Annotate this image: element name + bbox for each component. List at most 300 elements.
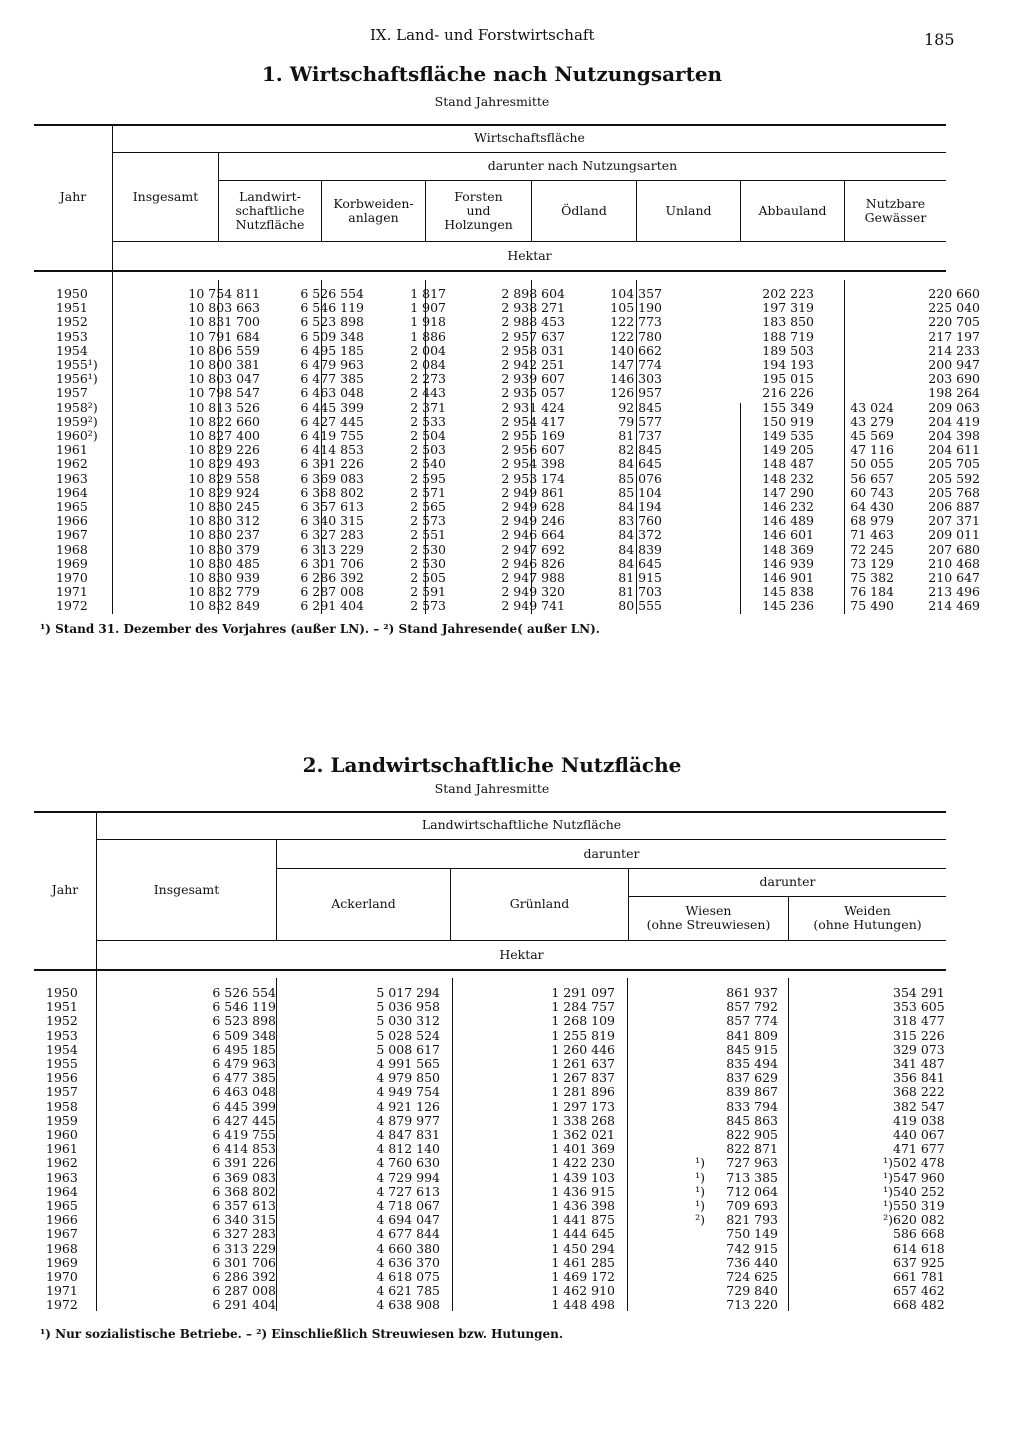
korb-cell: 2 443 xyxy=(410,385,446,401)
wiesen-cell: 727 963 xyxy=(726,1155,778,1171)
weiden-note-cell xyxy=(778,1142,893,1156)
acker-cell: 4 921 126 xyxy=(376,1098,440,1114)
unland-cell: 149 535 xyxy=(762,428,814,444)
odland-cell: 80 555 xyxy=(618,598,662,614)
grun-cell: 1 260 446 xyxy=(551,1041,615,1057)
wiesen-note-cell xyxy=(615,1142,705,1156)
gewasser-cell: 217 197 xyxy=(928,328,980,344)
total-cell: 10 798 547 xyxy=(188,385,260,401)
forsten-cell: 2 942 251 xyxy=(501,357,565,373)
wiesen-note-cell xyxy=(615,1085,705,1099)
ln-cell: 6 287 008 xyxy=(300,584,364,600)
total-cell: 10 829 924 xyxy=(188,484,260,500)
ln-cell: 6 340 315 xyxy=(300,513,364,529)
ln-cell: 6 445 399 xyxy=(300,399,364,415)
year-cell: 1958²) xyxy=(56,399,98,415)
weiden-cell: 540 252 xyxy=(893,1183,945,1199)
total-cell: 6 357 613 xyxy=(212,1198,276,1214)
abbau-cell: 60 743 xyxy=(850,484,894,500)
forsten-cell: 2 954 417 xyxy=(501,413,565,429)
unland-cell: 149 205 xyxy=(762,442,814,458)
total-cell: 6 291 404 xyxy=(212,1297,276,1313)
table-row xyxy=(46,1071,945,1085)
weiden-note-cell xyxy=(778,1029,893,1043)
wiesen-cell: 861 937 xyxy=(726,985,778,1000)
total-cell: 10 803 047 xyxy=(188,371,260,387)
gewasser-cell: 206 887 xyxy=(928,499,980,515)
t1-head-korb: Korbweiden- anlagen xyxy=(333,195,414,225)
korb-cell: 2 533 xyxy=(410,413,446,429)
weiden-note-cell xyxy=(778,1242,893,1256)
year-cell: 1962 xyxy=(46,1155,78,1171)
unland-cell: 189 503 xyxy=(762,342,814,358)
forsten-cell: 2 931 424 xyxy=(501,399,565,415)
year-cell: 1963 xyxy=(56,470,88,486)
total-cell: 6 369 083 xyxy=(212,1169,276,1185)
gewasser-cell: 205 592 xyxy=(928,470,980,486)
forsten-cell: 2 988 453 xyxy=(501,314,565,330)
table2-body xyxy=(46,986,945,1313)
forsten-cell: 2 955 169 xyxy=(501,428,565,444)
total-cell: 6 463 048 xyxy=(212,1084,276,1100)
year-cell: 1950 xyxy=(56,286,88,301)
ln-cell: 6 526 554 xyxy=(300,286,364,301)
weiden-cell: 502 478 xyxy=(893,1155,945,1171)
total-cell: 10 813 526 xyxy=(188,399,260,415)
korb-cell: 2 565 xyxy=(410,499,446,515)
forsten-cell: 2 935 057 xyxy=(501,385,565,401)
wiesen-cell: 822 871 xyxy=(726,1141,778,1157)
grun-cell: 1 284 757 xyxy=(551,999,615,1015)
unland-cell: 195 015 xyxy=(762,371,814,387)
total-cell: 6 340 315 xyxy=(212,1212,276,1228)
weiden-cell: 354 291 xyxy=(893,985,945,1000)
odland-cell: 92 845 xyxy=(618,399,662,415)
forsten-cell: 2 956 607 xyxy=(501,442,565,458)
total-cell: 6 477 385 xyxy=(212,1070,276,1086)
total-cell: 6 368 802 xyxy=(212,1183,276,1199)
table1-subtitle: Stand Jahresmitte xyxy=(434,94,550,109)
total-cell: 10 800 381 xyxy=(188,357,260,373)
year-cell: 1969 xyxy=(46,1254,78,1270)
total-cell: 6 391 226 xyxy=(212,1155,276,1171)
t2-head-darunter2: darunter xyxy=(759,874,816,889)
ln-cell: 6 523 898 xyxy=(300,314,364,330)
year-cell: 1964 xyxy=(56,484,88,500)
total-cell: 6 287 008 xyxy=(212,1283,276,1299)
abbau-cell: 64 430 xyxy=(850,499,894,515)
t1-head-unit: Hektar xyxy=(507,247,552,263)
total-cell: 6 546 119 xyxy=(212,999,276,1015)
unland-cell: 216 226 xyxy=(762,385,814,401)
wiesen-cell: 709 693 xyxy=(726,1198,778,1214)
weiden-cell: 471 677 xyxy=(893,1141,945,1157)
forsten-cell: 2 898 604 xyxy=(501,286,565,301)
gewasser-cell: 209 011 xyxy=(928,527,980,543)
t1-head-unland: Unland xyxy=(665,202,712,218)
gewasser-cell: 225 040 xyxy=(928,300,980,316)
unland-cell: 146 901 xyxy=(762,570,814,586)
table2-footnote: ¹) Nur sozialistische Betriebe. – ²) Einschließlich Streuwiesen bzw. Hutungen. xyxy=(40,1327,564,1341)
weiden-cell: 620 082 xyxy=(893,1212,945,1228)
total-cell: 10 829 558 xyxy=(188,470,260,486)
ln-cell: 6 369 083 xyxy=(300,470,364,486)
table-row xyxy=(46,1185,945,1199)
grun-cell: 1 436 915 xyxy=(551,1183,615,1199)
weiden-note-cell xyxy=(778,1000,893,1014)
table-row xyxy=(46,1199,945,1213)
grun-cell: 1 338 268 xyxy=(551,1112,615,1128)
weiden-note-cell xyxy=(778,1227,893,1241)
acker-cell: 4 694 047 xyxy=(376,1212,440,1228)
wiesen-note-cell xyxy=(615,1227,705,1241)
unland-cell: 194 193 xyxy=(762,357,814,373)
korb-cell: 1 907 xyxy=(410,300,446,316)
t1-head-abbau: Abbauland xyxy=(758,202,827,218)
year-cell: 1958 xyxy=(46,1098,78,1114)
abbau-cell: 56 657 xyxy=(850,470,894,486)
table-row xyxy=(46,1270,945,1284)
korb-cell: 2 595 xyxy=(410,470,446,486)
wiesen-cell: 713 385 xyxy=(726,1169,778,1185)
forsten-cell: 2 938 271 xyxy=(501,300,565,316)
t1-head-ln: Landwirt- schaftliche Nutzfläche xyxy=(235,188,305,232)
korb-cell: 2 084 xyxy=(410,357,446,373)
weiden-cell: 661 781 xyxy=(893,1269,945,1285)
wiesen-cell: 845 915 xyxy=(726,1041,778,1057)
unland-cell: 197 319 xyxy=(762,300,814,316)
year-cell: 1966 xyxy=(46,1212,78,1228)
abbau-cell xyxy=(814,344,894,358)
korb-cell: 1 886 xyxy=(410,328,446,344)
year-cell: 1971 xyxy=(56,584,88,600)
wiesen-note-cell xyxy=(615,1029,705,1043)
acker-cell: 4 677 844 xyxy=(376,1226,440,1242)
year-cell: 1972 xyxy=(46,1297,78,1313)
table-row xyxy=(46,1128,945,1142)
odland-cell: 146 303 xyxy=(610,371,662,387)
acker-cell: 4 660 380 xyxy=(376,1240,440,1256)
table-row xyxy=(46,1171,945,1185)
odland-cell: 85 104 xyxy=(618,484,662,500)
gewasser-cell: 210 647 xyxy=(928,570,980,586)
wiesen-note-cell xyxy=(615,1043,705,1057)
grun-cell: 1 362 021 xyxy=(551,1127,615,1143)
table1-footnote: ¹) Stand 31. Dezember des Vorjahres (außer LN). – ²) Stand Jahresende( außer LN). xyxy=(40,622,600,636)
weiden-cell: 368 222 xyxy=(893,1084,945,1100)
wiesen-note-cell xyxy=(615,1284,705,1298)
table-row xyxy=(56,344,980,358)
forsten-cell: 2 946 826 xyxy=(501,555,565,571)
acker-cell: 4 729 994 xyxy=(376,1169,440,1185)
grun-cell: 1 441 875 xyxy=(551,1212,615,1228)
acker-cell: 5 008 617 xyxy=(376,1041,440,1057)
abbau-cell xyxy=(814,372,894,386)
grun-cell: 1 255 819 xyxy=(551,1027,615,1043)
ln-cell: 6 463 048 xyxy=(300,385,364,401)
acker-cell: 5 028 524 xyxy=(376,1027,440,1043)
abbau-cell xyxy=(814,315,894,329)
table-row xyxy=(46,1100,945,1114)
forsten-cell: 2 947 692 xyxy=(501,541,565,557)
forsten-cell: 2 949 741 xyxy=(501,598,565,614)
ln-cell: 6 427 445 xyxy=(300,413,364,429)
abbau-cell xyxy=(814,301,894,315)
ln-cell: 6 419 755 xyxy=(300,428,364,444)
table-row xyxy=(46,1085,945,1099)
korb-cell: 2 505 xyxy=(410,570,446,586)
table-row xyxy=(56,287,980,301)
odland-cell: 84 645 xyxy=(618,456,662,472)
weiden-note-cell xyxy=(778,1043,893,1057)
t1-head-total: Insgesamt xyxy=(132,188,199,204)
wiesen-cell: 821 793 xyxy=(726,1212,778,1228)
wiesen-note-cell xyxy=(615,1014,705,1028)
odland-cell: 126 957 xyxy=(610,385,662,401)
year-cell: 1969 xyxy=(56,555,88,571)
ln-cell: 6 479 963 xyxy=(300,357,364,373)
korb-cell: 2 504 xyxy=(410,428,446,444)
total-cell: 6 414 853 xyxy=(212,1141,276,1157)
year-cell: 1965 xyxy=(56,499,88,515)
weiden-note-cell: ¹) xyxy=(883,1169,893,1185)
korb-cell: 2 573 xyxy=(410,513,446,529)
grun-cell: 1 291 097 xyxy=(551,985,615,1000)
total-cell: 10 830 485 xyxy=(188,555,260,571)
total-cell: 10 827 400 xyxy=(188,428,260,444)
abbau-cell xyxy=(814,330,894,344)
table-row xyxy=(56,514,980,528)
weiden-note-cell xyxy=(778,1128,893,1142)
ln-cell: 6 546 119 xyxy=(300,300,364,316)
wiesen-cell: 845 863 xyxy=(726,1112,778,1128)
table2-title: 2. Landwirtschaftliche Nutzfläche xyxy=(302,753,682,777)
ln-cell: 6 495 185 xyxy=(300,342,364,358)
t2-head-wiesen: Wiesen (ohne Streuwiesen) xyxy=(646,903,771,932)
korb-cell: 2 530 xyxy=(410,541,446,557)
gewasser-cell: 207 680 xyxy=(928,541,980,557)
gewasser-cell: 198 264 xyxy=(928,385,980,401)
korb-cell: 2 503 xyxy=(410,442,446,458)
total-cell: 6 419 755 xyxy=(212,1127,276,1143)
weiden-cell: 419 038 xyxy=(893,1112,945,1128)
t1-head-darunter: darunter nach Nutzungsarten xyxy=(487,158,678,173)
total-cell: 10 832 849 xyxy=(188,598,260,614)
unland-cell: 146 232 xyxy=(762,499,814,515)
total-cell: 6 427 445 xyxy=(212,1112,276,1128)
acker-cell: 4 618 075 xyxy=(376,1269,440,1285)
wiesen-note-cell xyxy=(615,1242,705,1256)
wiesen-note-cell xyxy=(615,1298,705,1312)
table-row xyxy=(56,585,980,599)
weiden-note-cell xyxy=(778,1256,893,1270)
year-cell: 1951 xyxy=(56,300,88,316)
t2-head-top: Landwirtschaftliche Nutzfläche xyxy=(421,817,622,832)
acker-cell: 4 621 785 xyxy=(376,1283,440,1299)
year-cell: 1968 xyxy=(56,541,88,557)
abbau-cell: 73 129 xyxy=(850,555,894,571)
unland-cell: 183 850 xyxy=(762,314,814,330)
total-cell: 10 791 684 xyxy=(188,328,260,344)
gewasser-cell: 204 419 xyxy=(928,413,980,429)
weiden-cell: 356 841 xyxy=(893,1070,945,1086)
weiden-note-cell xyxy=(778,1071,893,1085)
total-cell: 10 822 660 xyxy=(188,413,260,429)
unland-cell: 148 369 xyxy=(762,541,814,557)
wiesen-cell: 712 064 xyxy=(726,1183,778,1199)
gewasser-cell: 220 660 xyxy=(928,286,980,301)
table-row xyxy=(56,401,980,415)
grun-cell: 1 297 173 xyxy=(551,1098,615,1114)
wiesen-note-cell xyxy=(615,1100,705,1114)
total-cell: 10 803 663 xyxy=(188,300,260,316)
table-row xyxy=(46,1014,945,1028)
abbau-cell: 43 279 xyxy=(850,413,894,429)
acker-cell: 4 727 613 xyxy=(376,1183,440,1199)
abbau-cell: 72 245 xyxy=(850,541,894,557)
korb-cell: 2 371 xyxy=(410,399,446,415)
total-cell: 10 830 379 xyxy=(188,541,260,557)
unland-cell: 148 487 xyxy=(762,456,814,472)
table-row xyxy=(56,457,980,471)
total-cell: 10 806 559 xyxy=(188,342,260,358)
year-cell: 1962 xyxy=(56,456,88,472)
weiden-cell: 315 226 xyxy=(893,1027,945,1043)
total-cell: 10 830 237 xyxy=(188,527,260,543)
year-cell: 1960²) xyxy=(56,428,98,444)
abbau-cell xyxy=(814,386,894,400)
year-cell: 1967 xyxy=(56,527,88,543)
table1-body xyxy=(56,287,980,614)
table-row xyxy=(56,315,980,329)
ln-cell: 6 286 392 xyxy=(300,570,364,586)
korb-cell: 2 573 xyxy=(410,598,446,614)
forsten-cell: 2 957 637 xyxy=(501,328,565,344)
total-cell: 6 495 185 xyxy=(212,1041,276,1057)
grun-cell: 1 450 294 xyxy=(551,1240,615,1256)
weiden-cell: 637 925 xyxy=(893,1254,945,1270)
total-cell: 6 526 554 xyxy=(212,985,276,1000)
korb-cell: 2 540 xyxy=(410,456,446,472)
abbau-cell: 50 055 xyxy=(850,456,894,472)
year-cell: 1956¹) xyxy=(56,371,98,387)
unland-cell: 155 349 xyxy=(762,399,814,415)
unland-cell: 150 919 xyxy=(762,413,814,429)
grun-cell: 1 439 103 xyxy=(551,1169,615,1185)
gewasser-cell: 207 371 xyxy=(928,513,980,529)
table2-subtitle: Stand Jahresmitte xyxy=(434,781,550,796)
grun-cell: 1 422 230 xyxy=(551,1155,615,1171)
abbau-cell: 45 569 xyxy=(850,428,894,444)
unland-cell: 145 236 xyxy=(762,598,814,614)
acker-cell: 4 636 370 xyxy=(376,1254,440,1270)
unland-cell: 145 838 xyxy=(762,584,814,600)
year-cell: 1952 xyxy=(56,314,88,330)
grun-cell: 1 267 837 xyxy=(551,1070,615,1086)
ln-cell: 6 391 226 xyxy=(300,456,364,472)
total-cell: 10 829 226 xyxy=(188,442,260,458)
wiesen-note-cell: ¹) xyxy=(695,1169,705,1185)
t2-head-acker: Ackerland xyxy=(331,896,396,911)
weiden-note-cell: ¹) xyxy=(883,1155,893,1171)
acker-cell: 4 991 565 xyxy=(376,1056,440,1072)
acker-cell: 4 879 977 xyxy=(376,1112,440,1128)
wiesen-note-cell xyxy=(615,1256,705,1270)
odland-cell: 81 915 xyxy=(618,570,662,586)
total-cell: 6 445 399 xyxy=(212,1098,276,1114)
table-row xyxy=(56,571,980,585)
weiden-note-cell xyxy=(778,1014,893,1028)
odland-cell: 81 703 xyxy=(618,584,662,600)
acker-cell: 5 036 958 xyxy=(376,999,440,1015)
wiesen-cell: 837 629 xyxy=(726,1070,778,1086)
odland-cell: 105 190 xyxy=(610,300,662,316)
year-cell: 1970 xyxy=(46,1269,78,1285)
gewasser-cell: 204 398 xyxy=(928,428,980,444)
year-cell: 1955 xyxy=(46,1056,78,1072)
odland-cell: 84 839 xyxy=(618,541,662,557)
year-cell: 1967 xyxy=(46,1226,78,1242)
year-cell: 1954 xyxy=(56,342,88,358)
gewasser-cell: 203 690 xyxy=(928,371,980,387)
wiesen-note-cell xyxy=(615,986,705,1000)
year-cell: 1953 xyxy=(56,328,88,344)
t2-head-total: Insgesamt xyxy=(153,881,220,897)
ln-cell: 6 313 229 xyxy=(300,541,364,557)
year-cell: 1965 xyxy=(46,1198,78,1214)
ln-cell: 6 291 404 xyxy=(300,598,364,614)
odland-cell: 79 577 xyxy=(618,413,662,429)
year-cell: 1952 xyxy=(46,1013,78,1029)
year-cell: 1950 xyxy=(46,985,78,1000)
section-header: IX. Land- und Forstwirtschaft xyxy=(370,26,595,44)
weiden-cell: 547 960 xyxy=(893,1169,945,1185)
unland-cell: 146 489 xyxy=(762,513,814,529)
acker-cell: 4 760 630 xyxy=(376,1155,440,1171)
table-row xyxy=(56,486,980,500)
korb-cell: 2 591 xyxy=(410,584,446,600)
table-row xyxy=(46,1142,945,1156)
gewasser-cell: 213 496 xyxy=(928,584,980,600)
acker-cell: 4 638 908 xyxy=(376,1297,440,1313)
wiesen-note-cell xyxy=(615,1000,705,1014)
weiden-note-cell: ¹) xyxy=(883,1183,893,1199)
year-cell: 1971 xyxy=(46,1283,78,1299)
wiesen-cell: 833 794 xyxy=(726,1098,778,1114)
t2-head-year: Jahr xyxy=(51,882,79,897)
wiesen-cell: 742 915 xyxy=(726,1240,778,1256)
grun-cell: 1 448 498 xyxy=(551,1297,615,1313)
forsten-cell: 2 939 607 xyxy=(501,371,565,387)
grun-cell: 1 268 109 xyxy=(551,1013,615,1029)
total-cell: 10 832 779 xyxy=(188,584,260,600)
abbau-cell: 47 116 xyxy=(850,442,894,458)
abbau-cell: 43 024 xyxy=(850,399,894,415)
weiden-note-cell xyxy=(778,1114,893,1128)
table-row xyxy=(56,599,980,613)
table-row xyxy=(56,472,980,486)
unland-cell: 147 290 xyxy=(762,484,814,500)
weiden-note-cell xyxy=(778,1270,893,1284)
grun-cell: 1 461 285 xyxy=(551,1254,615,1270)
grun-cell: 1 469 172 xyxy=(551,1269,615,1285)
gewasser-cell: 209 063 xyxy=(928,399,980,415)
weiden-note-cell xyxy=(778,1057,893,1071)
weiden-cell: 353 605 xyxy=(893,999,945,1015)
year-cell: 1964 xyxy=(46,1183,78,1199)
wiesen-cell: 822 905 xyxy=(726,1127,778,1143)
table-row xyxy=(46,1242,945,1256)
